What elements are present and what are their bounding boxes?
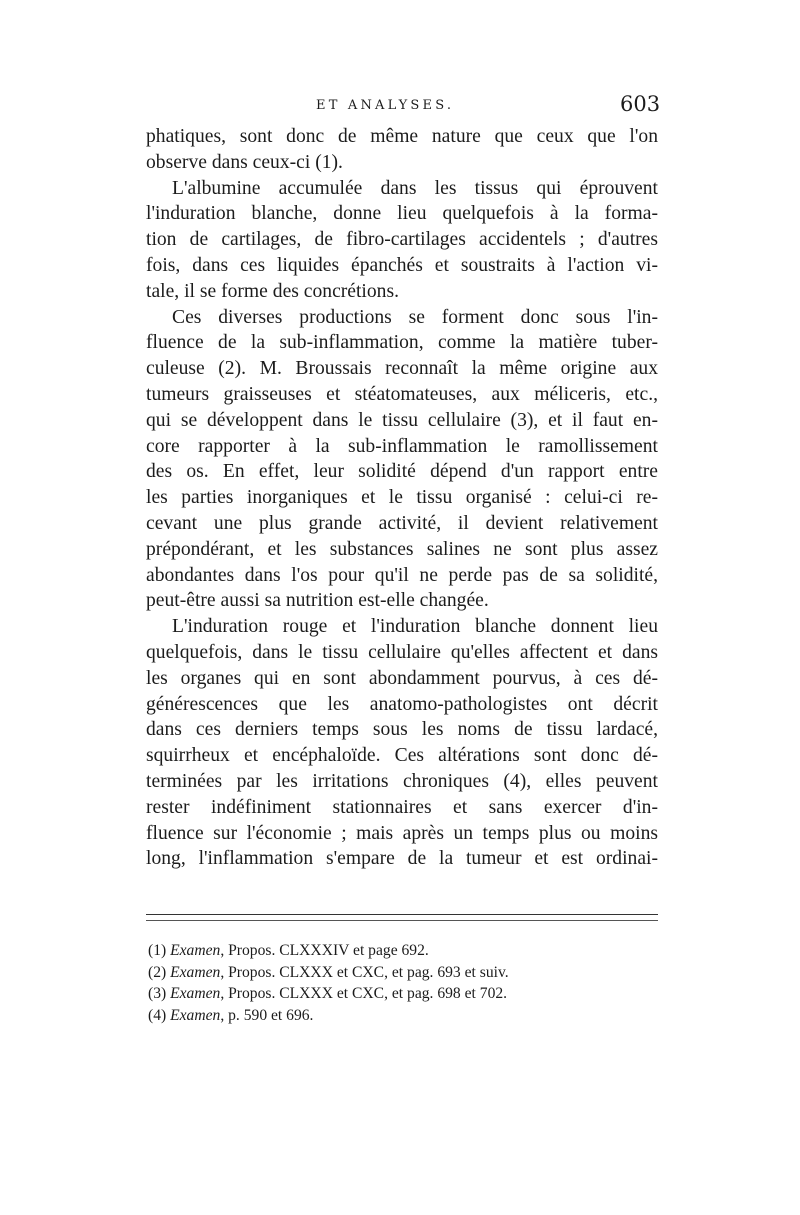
footnote — [148, 983, 658, 1005]
footnote-number: (1) — [148, 942, 167, 959]
footnote-work: Examen — [170, 963, 221, 981]
footnote-rule — [146, 914, 658, 915]
footnote-number: (2) — [148, 963, 167, 981]
text-line: qui se développent dans le tissu cellulaire (3), et il faut en- — [146, 409, 658, 431]
footnote — [148, 940, 658, 962]
text-line: prépondérant, et les substances salines ne sont plus assez — [146, 538, 658, 560]
text-line: fluence de la sub-inflammation, comme la matière tuber- — [146, 332, 658, 354]
text-line: fluence sur l'économie ; mais après un temps plus ou moins — [146, 822, 658, 844]
text-line: les organes qui en sont abondamment pourvus, à ces dé- — [146, 667, 658, 689]
body-text — [146, 124, 658, 872]
text-line: tale, il se forme des concrétions. — [146, 280, 399, 302]
text-line: core rapporter à la sub-inflammation le ramollissement — [146, 435, 658, 457]
footnote-text: , p. 590 et 696. — [220, 1006, 314, 1024]
footnote-number: (3) — [148, 985, 167, 1002]
text-line: terminées par les irritations chroniques (4), elles peuvent — [146, 770, 658, 792]
footnote-work: Examen — [170, 1006, 221, 1024]
footnote-work: Examen — [170, 942, 221, 959]
text-line: tumeurs graisseuses et stéatomateuses, aux méliceris, etc., — [146, 383, 658, 405]
page-number: 603 — [620, 92, 661, 116]
text-line: Ces diverses productions se forment donc sous l'in- — [172, 306, 658, 328]
text-line: L'induration rouge et l'induration blanche donnent lieu — [172, 616, 658, 638]
footnote-text: , Propos. CLXXXIV et page 692. — [220, 942, 429, 959]
running-title: ET ANALYSES. — [316, 98, 455, 113]
footnote-text: , Propos. CLXXX et CXC, et pag. 698 et 702. — [220, 985, 508, 1002]
text-line: générescences que les anatomo-pathologistes ont décrit — [146, 693, 658, 715]
footnotes — [148, 940, 658, 1026]
text-line: peut-être aussi sa nutrition est-elle changée. — [146, 590, 489, 612]
text-line: observe dans ceux-ci (1). — [146, 151, 343, 173]
footnote-rule — [146, 920, 658, 921]
text-line: l'induration blanche, donne lieu quelquefois à la forma- — [146, 203, 658, 225]
footnote — [148, 962, 658, 984]
footnote-work: Examen — [170, 985, 221, 1002]
text-line: des os. En effet, leur solidité dépend d'un rapport entre — [146, 461, 658, 483]
text-line: les parties inorganiques et le tissu organisé : celui-ci re- — [146, 487, 658, 509]
text-line: rester indéfiniment stationnaires et sans exercer d'in- — [146, 796, 658, 818]
text-line: dans ces derniers temps sous les noms de tissu lardacé, — [146, 719, 658, 741]
text-line: tion de cartilages, de fibro-cartilages accidentels ; d'autres — [146, 229, 658, 251]
text-line: abondantes dans l'os pour qu'il ne perde pas de sa solidité, — [146, 564, 658, 586]
text-line: squirrheux et encéphaloïde. Ces altérations sont donc dé- — [146, 745, 658, 767]
footnote — [148, 1005, 658, 1027]
text-line: phatiques, sont donc de même nature que ceux que l'on — [146, 126, 658, 147]
text-line: cevant une plus grande activité, il devient relativement — [146, 512, 658, 534]
footnote-text: , Propos. CLXXX et CXC, et pag. 693 et suiv. — [220, 963, 509, 981]
text-line: culeuse (2). M. Broussais reconnaît la même origine aux — [146, 358, 658, 380]
text-line: fois, dans ces liquides épanchés et soustraits à l'action vi- — [146, 254, 658, 276]
text-line: L'albumine accumulée dans les tissus qui éprouvent — [172, 177, 658, 199]
page-header — [0, 92, 800, 122]
text-line: long, l'inflammation s'empare de la tumeur et est ordinai- — [146, 848, 658, 870]
text-line: quelquefois, dans le tissu cellulaire qu'elles affectent et dans — [146, 641, 658, 663]
footnote-number: (4) — [148, 1006, 167, 1024]
